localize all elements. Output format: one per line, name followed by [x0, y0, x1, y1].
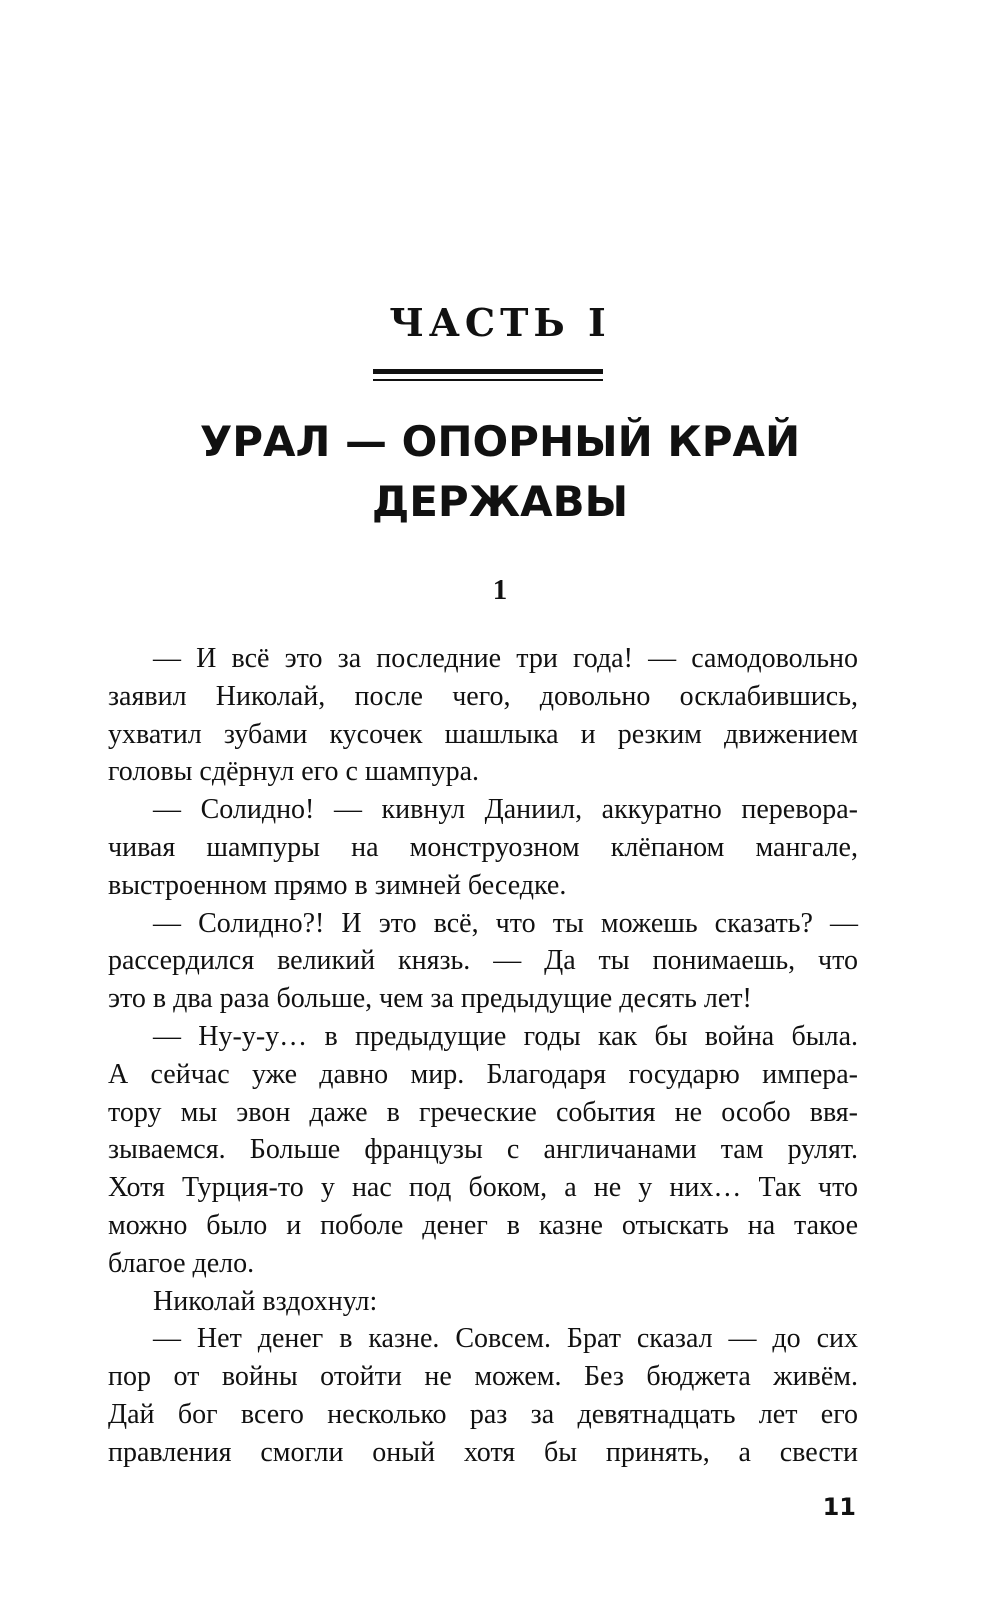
text-line: — Солидно! — кивнул Даниил, аккуратно перевора- — [153, 794, 858, 826]
text-line: — Солидно?! И это всё, что ты можешь сказать? — — [153, 907, 858, 939]
text-line: благое дело. — [108, 1247, 255, 1279]
title-rule-thick — [373, 369, 603, 374]
chapter-title-line: УРАЛ — ОПОРНЫЙ КРАЙ — [199, 417, 801, 466]
text-line: — И всё это за последние три года! — самодовольно — [153, 643, 858, 674]
part-title: ЧАСТЬ I — [389, 300, 611, 345]
text-line: это в два раза больше, чем за предыдущие десять лет! — [108, 983, 752, 1015]
title-rule-thin — [373, 379, 603, 381]
text-line: пор от войны отойти не можем. Без бюджета живём. — [108, 1361, 858, 1393]
body-text — [108, 640, 858, 1472]
text-line: выстроенном прямо в зимней беседке. — [108, 869, 567, 901]
text-line: рассердился великий князь. — Да ты понимаешь, что — [108, 945, 858, 977]
text-line: Хотя Турция-то у нас под боком, а не у них… Так что — [108, 1172, 858, 1204]
chapter-title-line: ДЕРЖАВЫ — [371, 477, 629, 526]
text-line: можно было и поболе денег в казне отыскать на такое — [108, 1209, 858, 1241]
text-line: Николай вздохнул: — [153, 1285, 378, 1317]
text-line: — Ну-у-у… в предыдущие годы как бы война была. — [153, 1020, 858, 1052]
text-line: тору мы эвон даже в греческие события не особо ввя- — [108, 1096, 858, 1128]
text-line: чивая шампуры на монструозном клёпаном мангале, — [108, 831, 858, 863]
text-line: А сейчас уже давно мир. Благодаря государю импера- — [108, 1058, 858, 1090]
page-number: 11 — [822, 1493, 856, 1521]
text-line: головы сдёрнул его с шампура. — [108, 756, 480, 788]
text-line: — Нет денег в казне. Совсем. Брат сказал — до сих — [153, 1323, 858, 1355]
chapter-title — [100, 412, 900, 532]
section-number: 1 — [492, 574, 508, 606]
text-line: ухватил зубами кусочек шашлыка и резким движением — [108, 718, 858, 750]
text-line: правления смогли оный хотя бы принять, а свести — [108, 1436, 858, 1468]
text-line: зываемся. Больше французы с англичанами там рулят. — [108, 1134, 858, 1166]
text-line: Дай бог всего несколько раз за девятнадцать лет его — [108, 1398, 858, 1430]
text-line: заявил Николай, после чего, довольно осклабившись, — [108, 680, 858, 712]
